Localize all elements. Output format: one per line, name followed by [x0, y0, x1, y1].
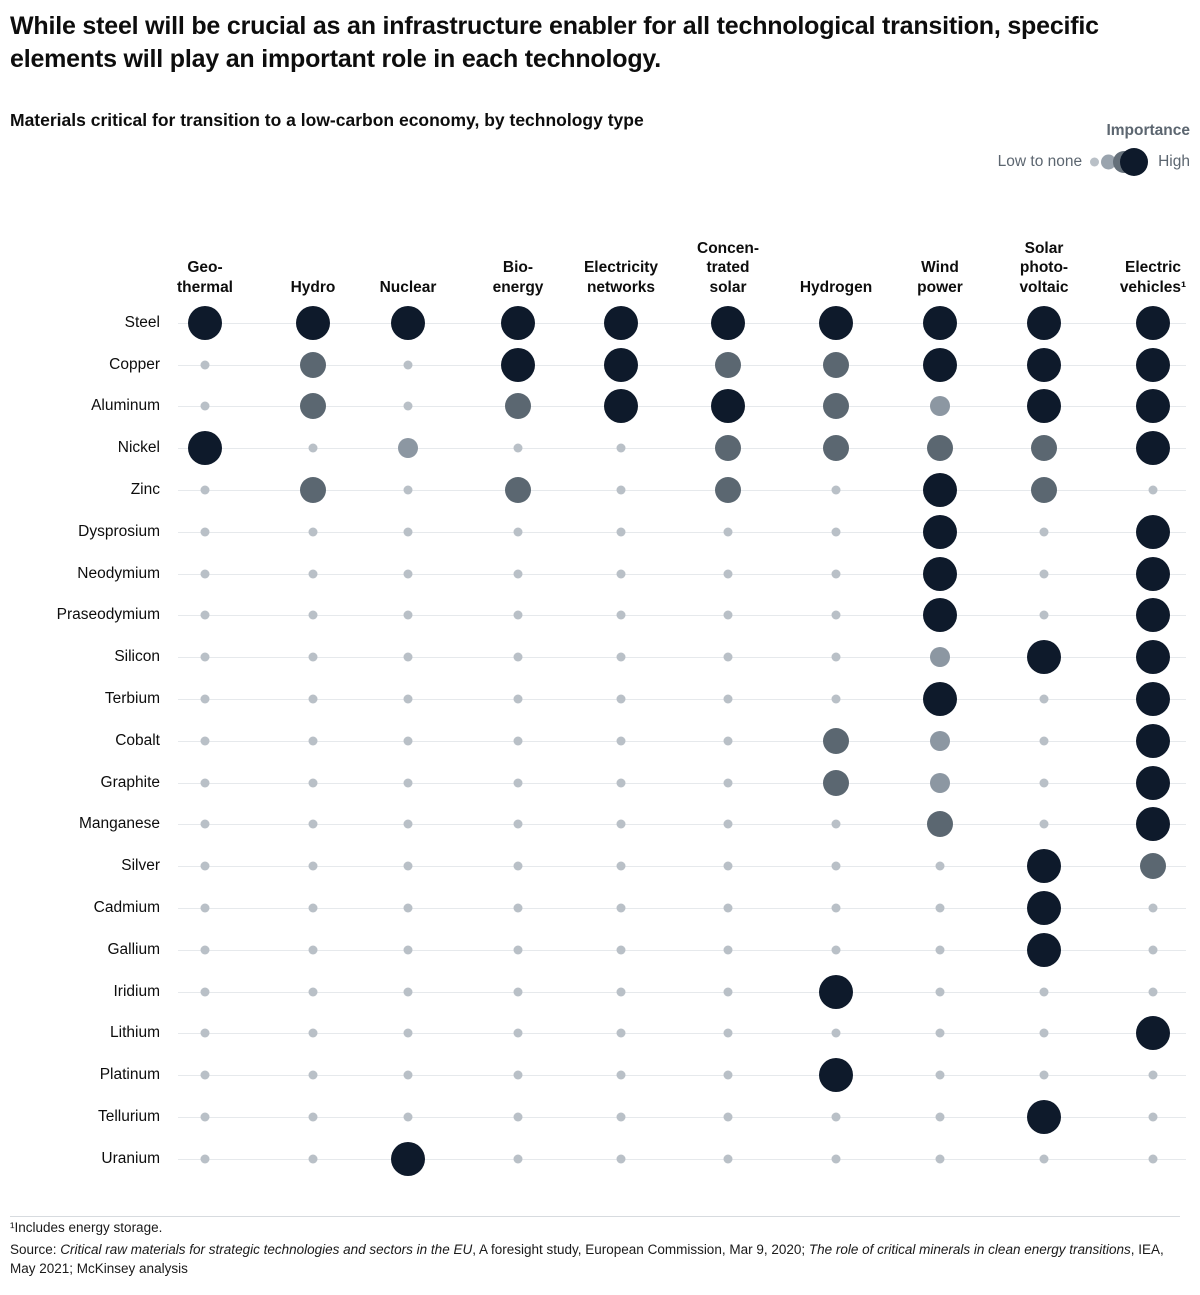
data-dot: [1040, 527, 1049, 536]
data-dot: [617, 904, 626, 913]
data-dot: [309, 653, 318, 662]
data-dot: [505, 477, 531, 503]
data-dot: [617, 611, 626, 620]
data-dot: [404, 904, 413, 913]
data-dot: [404, 987, 413, 996]
data-dot: [404, 820, 413, 829]
data-dot: [1040, 1154, 1049, 1163]
data-dot: [201, 569, 210, 578]
data-dot: [823, 770, 849, 796]
row-gridline: [178, 1075, 1186, 1076]
data-dot: [309, 1029, 318, 1038]
data-dot: [617, 862, 626, 871]
data-dot: [404, 360, 413, 369]
data-dot: [391, 306, 425, 340]
data-dot: [201, 778, 210, 787]
row-label: Nickel: [117, 439, 160, 457]
data-dot: [404, 945, 413, 954]
source-title-1: Critical raw materials for strategic technologies and sectors in the EU: [60, 1241, 473, 1257]
data-dot: [514, 862, 523, 871]
data-dot: [201, 862, 210, 871]
data-dot: [1040, 569, 1049, 578]
data-dot: [617, 527, 626, 536]
data-dot: [201, 653, 210, 662]
data-dot: [715, 435, 741, 461]
data-dot: [832, 820, 841, 829]
footnotes: [10, 1218, 1180, 1279]
data-dot: [1136, 515, 1170, 549]
data-dot: [1040, 987, 1049, 996]
data-dot: [1149, 1113, 1158, 1122]
data-dot: [819, 975, 853, 1009]
data-dot: [309, 527, 318, 536]
data-dot: [819, 1058, 853, 1092]
column-header: Concen- trated solar: [697, 239, 759, 297]
data-dot: [404, 695, 413, 704]
data-dot: [201, 945, 210, 954]
row-gridline: [178, 574, 1186, 575]
data-dot: [1136, 1016, 1170, 1050]
data-dot: [300, 477, 326, 503]
data-dot: [1136, 348, 1170, 382]
source-end: , IEA, May 2021; McKinsey analysis: [10, 1241, 1164, 1277]
data-dot: [1027, 640, 1061, 674]
data-dot: [617, 444, 626, 453]
row-label: Cadmium: [93, 899, 160, 917]
data-dot: [617, 1154, 626, 1163]
row-label: Iridium: [113, 982, 160, 1000]
data-dot: [309, 569, 318, 578]
data-dot: [309, 1154, 318, 1163]
data-dot: [1149, 945, 1158, 954]
row-label: Terbium: [104, 690, 160, 708]
data-dot: [188, 306, 222, 340]
footnote-1: ¹Includes energy storage.: [10, 1220, 163, 1236]
row-label: Neodymium: [77, 564, 160, 582]
data-dot: [724, 653, 733, 662]
data-dot: [832, 904, 841, 913]
chart-row: [8, 511, 1192, 553]
data-dot: [201, 402, 210, 411]
data-dot: [936, 945, 945, 954]
data-dot: [1027, 933, 1061, 967]
data-dot: [923, 306, 957, 340]
chart-row: [8, 344, 1192, 386]
data-dot: [514, 987, 523, 996]
chart-row: [8, 427, 1192, 469]
data-dot: [617, 653, 626, 662]
data-dot: [201, 486, 210, 495]
data-dot: [1149, 1071, 1158, 1080]
data-dot: [1136, 557, 1170, 591]
source-title-2: The role of critical minerals in clean energy transitions: [808, 1241, 1131, 1257]
data-dot: [617, 987, 626, 996]
data-dot: [936, 1113, 945, 1122]
data-dot: [1027, 306, 1061, 340]
data-dot: [1149, 987, 1158, 996]
data-dot: [514, 820, 523, 829]
data-dot: [309, 1071, 318, 1080]
data-dot: [832, 945, 841, 954]
chart-subtitle: Materials critical for transition to a low-carbon economy, by technology type: [10, 110, 644, 130]
data-dot: [832, 862, 841, 871]
data-dot: [617, 945, 626, 954]
data-dot: [724, 611, 733, 620]
data-dot: [927, 811, 953, 837]
data-dot: [309, 444, 318, 453]
row-label: Tellurium: [97, 1108, 160, 1126]
data-dot: [823, 435, 849, 461]
chart-row: [8, 971, 1192, 1013]
data-dot: [617, 486, 626, 495]
data-dot: [711, 389, 745, 423]
data-dot: [201, 695, 210, 704]
chart-row: [8, 887, 1192, 929]
data-dot: [514, 569, 523, 578]
data-dot: [604, 306, 638, 340]
column-header: Hydrogen: [799, 279, 873, 297]
data-dot: [604, 348, 638, 382]
data-dot: [514, 695, 523, 704]
heatmap-chart: [8, 206, 1192, 1216]
data-dot: [936, 904, 945, 913]
data-dot: [1040, 820, 1049, 829]
data-dot: [201, 987, 210, 996]
data-dot: [724, 1154, 733, 1163]
data-dot: [404, 569, 413, 578]
data-dot: [832, 527, 841, 536]
legend-dot-scale: [1088, 148, 1152, 176]
data-dot: [1136, 807, 1170, 841]
chart-row: [8, 469, 1192, 511]
data-dot: [404, 402, 413, 411]
data-dot: [923, 598, 957, 632]
data-dot: [930, 731, 950, 751]
data-dot: [404, 1113, 413, 1122]
data-dot: [1136, 640, 1170, 674]
data-dot: [936, 862, 945, 871]
row-label: Cobalt: [115, 731, 160, 749]
data-dot: [832, 1029, 841, 1038]
chart-row: [8, 595, 1192, 637]
column-header: Electricity networks: [583, 259, 659, 297]
column-header: Nuclear: [379, 279, 437, 297]
data-dot: [724, 1113, 733, 1122]
row-label: Gallium: [107, 940, 160, 958]
row-label: Copper: [109, 355, 160, 373]
data-dot: [505, 393, 531, 419]
row-label: Steel: [124, 313, 160, 331]
data-dot: [309, 904, 318, 913]
data-dot: [1136, 306, 1170, 340]
chart-row: [8, 1138, 1192, 1180]
data-dot: [404, 653, 413, 662]
data-dot: [1136, 724, 1170, 758]
data-dot: [930, 773, 950, 793]
data-dot: [617, 736, 626, 745]
data-dot: [201, 611, 210, 620]
row-label: Lithium: [110, 1024, 160, 1042]
source-prefix: Source:: [10, 1241, 61, 1257]
row-gridline: [178, 699, 1186, 700]
row-label: Praseodymium: [56, 606, 160, 624]
row-label: Aluminum: [91, 397, 160, 415]
row-label: Zinc: [130, 481, 160, 499]
data-dot: [724, 527, 733, 536]
data-dot: [617, 820, 626, 829]
data-dot: [398, 438, 418, 458]
column-header: Geo- thermal: [177, 259, 233, 297]
data-dot: [936, 987, 945, 996]
row-gridline: [178, 783, 1186, 784]
source-mid: , A foresight study, European Commission, Mar 9, 2020;: [472, 1241, 809, 1257]
data-dot: [1040, 1071, 1049, 1080]
data-dot: [201, 1029, 210, 1038]
data-dot: [923, 515, 957, 549]
page-title: While steel will be crucial as an infrastructure enabler for all technological transition, specific elements will play an important role in each technology.: [10, 12, 1099, 73]
data-dot: [514, 1071, 523, 1080]
row-gridline: [178, 1159, 1186, 1160]
chart-row: [8, 1054, 1192, 1096]
data-dot: [404, 486, 413, 495]
data-dot: [1040, 778, 1049, 787]
data-dot: [1149, 1154, 1158, 1163]
chart-row: [8, 302, 1192, 344]
data-dot: [936, 1029, 945, 1038]
column-header: Bio- energy: [492, 259, 544, 297]
data-dot: [936, 1071, 945, 1080]
data-dot: [823, 352, 849, 378]
row-gridline: [178, 824, 1186, 825]
chart-row: [8, 720, 1192, 762]
data-dot: [832, 653, 841, 662]
data-dot: [309, 862, 318, 871]
data-dot: [514, 778, 523, 787]
data-dot: [201, 527, 210, 536]
data-dot: [201, 904, 210, 913]
source-line: [10, 1240, 1180, 1279]
data-dot: [923, 348, 957, 382]
data-dot: [1149, 486, 1158, 495]
data-dot: [1136, 766, 1170, 800]
data-dot: [1040, 695, 1049, 704]
data-dot: [391, 1142, 425, 1176]
data-dot: [514, 904, 523, 913]
data-dot: [404, 1071, 413, 1080]
column-header: Electric vehicles¹: [1119, 259, 1187, 297]
row-label: Manganese: [78, 815, 160, 833]
data-dot: [832, 695, 841, 704]
data-dot: [300, 393, 326, 419]
data-dot: [930, 647, 950, 667]
data-dot: [923, 557, 957, 591]
data-dot: [404, 736, 413, 745]
data-dot: [1027, 891, 1061, 925]
data-dot: [819, 306, 853, 340]
data-dot: [514, 736, 523, 745]
chart-grid: [8, 302, 1192, 1180]
data-dot: [1040, 736, 1049, 745]
data-dot: [715, 477, 741, 503]
row-label: Platinum: [99, 1066, 160, 1084]
data-dot: [923, 473, 957, 507]
data-dot: [201, 820, 210, 829]
data-dot: [300, 352, 326, 378]
column-headers: [8, 206, 1192, 298]
data-dot: [832, 569, 841, 578]
data-dot: [927, 435, 953, 461]
data-dot: [514, 945, 523, 954]
data-dot: [514, 653, 523, 662]
data-dot: [1140, 853, 1166, 879]
chart-page: [0, 10, 1200, 1295]
data-dot: [1136, 389, 1170, 423]
chart-row: [8, 762, 1192, 804]
row-label: Silver: [121, 857, 160, 875]
chart-row: [8, 678, 1192, 720]
chart-row: [8, 1096, 1192, 1138]
data-dot: [715, 352, 741, 378]
data-dot: [501, 348, 535, 382]
data-dot: [1027, 389, 1061, 423]
data-dot: [617, 1071, 626, 1080]
data-dot: [1149, 904, 1158, 913]
data-dot: [309, 1113, 318, 1122]
data-dot: [309, 695, 318, 704]
column-header: Solar photo- voltaic: [1019, 239, 1069, 297]
data-dot: [617, 695, 626, 704]
column-header: Hydro: [290, 279, 336, 297]
chart-row: [8, 1013, 1192, 1055]
data-dot: [1136, 431, 1170, 465]
data-dot: [832, 611, 841, 620]
data-dot: [936, 1154, 945, 1163]
data-dot: [1027, 849, 1061, 883]
legend-low-label: Low to none: [997, 153, 1083, 170]
data-dot: [724, 862, 733, 871]
legend-title: Importance: [1106, 122, 1190, 139]
data-dot: [514, 527, 523, 536]
legend-scale: [998, 148, 1190, 176]
data-dot: [923, 682, 957, 716]
data-dot: [724, 569, 733, 578]
data-dot: [514, 611, 523, 620]
data-dot: [617, 778, 626, 787]
data-dot: [724, 987, 733, 996]
data-dot: [309, 736, 318, 745]
data-dot: [724, 904, 733, 913]
legend-high-label: High: [1158, 153, 1190, 170]
data-dot: [823, 728, 849, 754]
data-dot: [724, 820, 733, 829]
row-gridline: [178, 532, 1186, 533]
data-dot: [309, 611, 318, 620]
data-dot: [1027, 1100, 1061, 1134]
column-header: Wind power: [917, 259, 963, 297]
data-dot: [201, 1113, 210, 1122]
data-dot: [201, 360, 210, 369]
row-gridline: [178, 1033, 1186, 1034]
data-dot: [404, 611, 413, 620]
chart-row: [8, 386, 1192, 428]
data-dot: [404, 862, 413, 871]
data-dot: [201, 1071, 210, 1080]
row-gridline: [178, 615, 1186, 616]
data-dot: [832, 1154, 841, 1163]
data-dot: [617, 569, 626, 578]
data-dot: [724, 1071, 733, 1080]
chart-row: [8, 553, 1192, 595]
row-label: Graphite: [100, 773, 160, 791]
data-dot: [1031, 435, 1057, 461]
data-dot: [309, 945, 318, 954]
data-dot: [617, 1029, 626, 1038]
data-dot: [832, 486, 841, 495]
data-dot: [832, 1113, 841, 1122]
data-dot: [1040, 1029, 1049, 1038]
legend-dot-1: [1090, 158, 1099, 167]
data-dot: [930, 396, 950, 416]
row-label: Uranium: [101, 1149, 160, 1167]
legend: [998, 122, 1190, 176]
data-dot: [724, 1029, 733, 1038]
data-dot: [514, 444, 523, 453]
chart-row: [8, 804, 1192, 846]
chart-row: [8, 845, 1192, 887]
row-label: Silicon: [114, 648, 160, 666]
data-dot: [604, 389, 638, 423]
data-dot: [724, 695, 733, 704]
data-dot: [724, 945, 733, 954]
data-dot: [514, 1113, 523, 1122]
row-gridline: [178, 741, 1186, 742]
row-label: Dysprosium: [78, 522, 160, 540]
footnote-divider: [10, 1216, 1180, 1217]
data-dot: [188, 431, 222, 465]
data-dot: [724, 736, 733, 745]
data-dot: [309, 987, 318, 996]
data-dot: [404, 1029, 413, 1038]
data-dot: [514, 1154, 523, 1163]
row-gridline: [178, 992, 1186, 993]
chart-row: [8, 636, 1192, 678]
data-dot: [404, 527, 413, 536]
chart-row: [8, 929, 1192, 971]
data-dot: [514, 1029, 523, 1038]
data-dot: [201, 1154, 210, 1163]
legend-dot-4: [1120, 148, 1148, 176]
data-dot: [617, 1113, 626, 1122]
data-dot: [1040, 611, 1049, 620]
data-dot: [404, 778, 413, 787]
data-dot: [724, 778, 733, 787]
data-dot: [1136, 682, 1170, 716]
data-dot: [309, 778, 318, 787]
data-dot: [501, 306, 535, 340]
data-dot: [711, 306, 745, 340]
data-dot: [296, 306, 330, 340]
data-dot: [1136, 598, 1170, 632]
data-dot: [1031, 477, 1057, 503]
data-dot: [309, 820, 318, 829]
data-dot: [201, 736, 210, 745]
data-dot: [823, 393, 849, 419]
data-dot: [1027, 348, 1061, 382]
